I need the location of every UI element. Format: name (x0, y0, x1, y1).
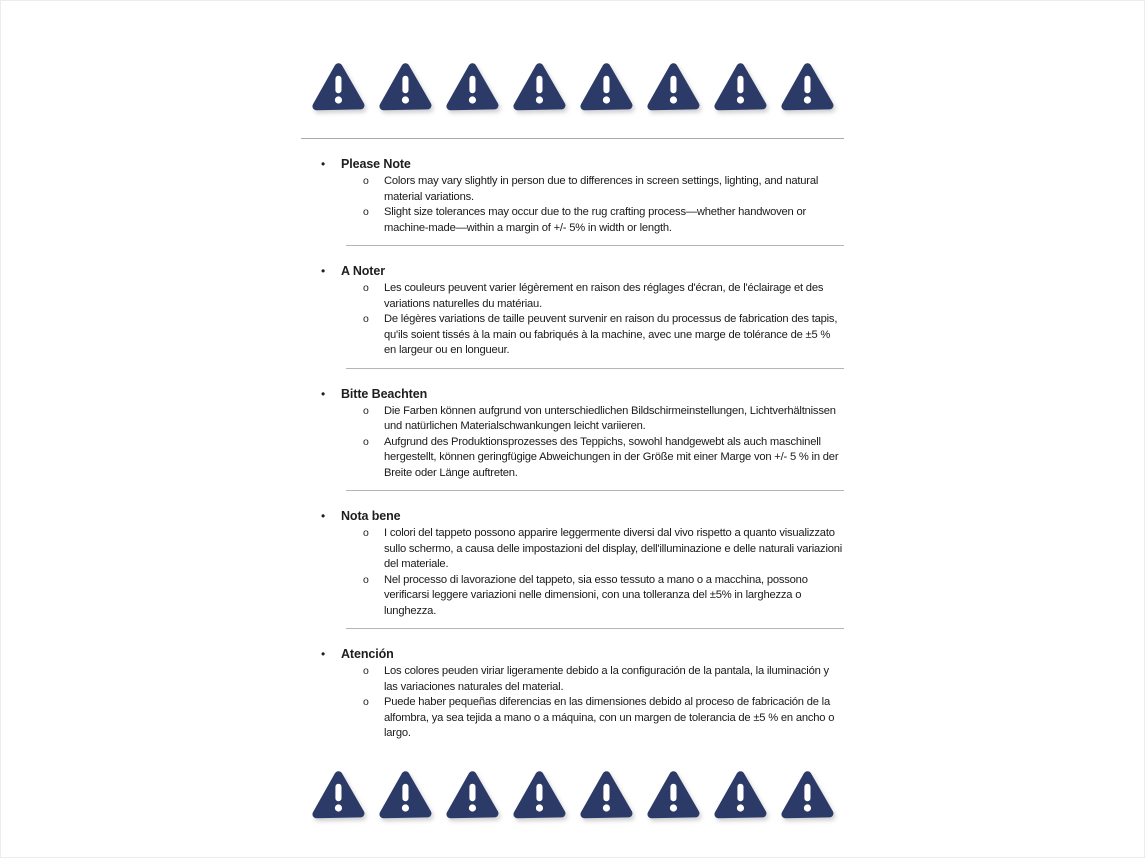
warning-triangle-icon (445, 769, 499, 821)
bullet-dot: • (321, 509, 326, 523)
circle-bullet: o (363, 527, 369, 539)
note-item (301, 526, 844, 573)
warning-triangle-icon (378, 769, 432, 821)
circle-bullet: o (363, 435, 369, 448)
note-section (301, 139, 844, 245)
section-heading-row (301, 263, 844, 279)
bullet-dot: • (321, 264, 326, 278)
note-item (301, 312, 844, 359)
section-heading-row (301, 508, 844, 524)
bullet-dot: • (321, 386, 326, 401)
circle-bullet: o (363, 282, 369, 294)
note-item (301, 573, 844, 620)
warning-triangle-icon (311, 769, 365, 821)
section-heading-row (301, 646, 844, 662)
circle-bullet: o (363, 404, 369, 417)
note-item-text: Die Farben können aufgrund von unterschiedlichen Bildschirmeinstellungen, Lichtverhältnissen und natürlichen Materialschwankungen leicht variieren. (384, 404, 836, 432)
note-item (301, 695, 844, 742)
note-section (301, 369, 844, 491)
warning-triangle-icon (579, 769, 633, 821)
warning-triangle-icon (378, 61, 432, 113)
note-item-text: Nel processo di lavorazione del tappeto, sia esso tessuto a mano o a macchina, possono verificarsi leggere variazioni nelle dimensioni, con una tolleranza del ±5% in larghezza o lunghezza. (384, 573, 808, 617)
note-item-text: Slight size tolerances may occur due to the rug crafting process—whether handwoven or machine-made—within a margin of +/- 5% in width or length. (384, 206, 807, 234)
note-item-text: Los colores peuden viriar ligeramente debido a la configuración de la pantala, la iluminación y las variaciones naturales del material. (384, 665, 829, 693)
warning-triangle-icon (713, 769, 767, 821)
note-item-text: Puede haber pequeñas diferencias en las dimensiones debido al proceso de fabricación de la alfombra, ya sea tejida a mano o a máquina, con un margen de tolerancia de ±5 % en ancho o largo. (384, 696, 835, 739)
circle-bullet: o (363, 313, 369, 325)
circle-bullet: o (363, 696, 369, 708)
note-item-text: Les couleurs peuvent varier légèrement en raison des réglages d'écran, de l'éclairage et des variations naturelles du matériau. (384, 282, 824, 310)
section-heading-row (301, 386, 844, 402)
document-content-column (301, 1, 844, 821)
note-item (301, 205, 844, 236)
warning-triangle-icon (445, 61, 499, 113)
section-heading-row (301, 156, 844, 172)
section-heading: Nota bene (341, 509, 401, 523)
section-heading: Bitte Beachten (341, 386, 428, 401)
section-heading: A Noter (341, 264, 385, 278)
note-item (301, 435, 844, 482)
note-section (301, 629, 844, 751)
note-item (301, 404, 844, 435)
note-section (301, 246, 844, 368)
note-section (301, 491, 844, 628)
warning-triangle-row-top (301, 61, 844, 113)
warning-triangle-icon (646, 61, 700, 113)
warning-triangle-icon (579, 61, 633, 113)
warning-triangle-row-bottom (301, 769, 844, 821)
note-item-text: De légères variations de taille peuvent survenir en raison du processus de fabrication des tapis, qu'ils soient tissés à la main ou fabriqués à la machine, avec une marge de tolérance de ±5 % en largeur ou en longueur. (384, 313, 838, 356)
section-heading: Please Note (341, 157, 411, 171)
note-item (301, 664, 844, 695)
warning-triangle-icon (713, 61, 767, 113)
circle-bullet: o (363, 206, 369, 218)
bullet-dot: • (321, 647, 326, 661)
warning-triangle-icon (780, 61, 834, 113)
note-item-text: I colori del tappeto possono apparire leggermente diversi dal vivo rispetto a quanto visualizzato sullo schermo, a causa delle impostazioni del display, dell'illuminazione e delle naturali variazioni del materiale. (384, 527, 843, 570)
circle-bullet: o (363, 573, 369, 586)
circle-bullet: o (363, 665, 369, 677)
bullet-dot: • (321, 157, 326, 171)
notes-sections (301, 139, 844, 751)
note-item-text: Colors may vary slightly in person due to differences in screen settings, lighting, and natural material variations. (384, 175, 819, 203)
note-item-text: Aufgrund des Produktionsprozesses des Teppichs, sowohl handgewebt als auch maschinell hergestellt, können geringfügige Abweichungen in der Größe mit einer Marge von +/- 5 % in der Breite oder Länge auftreten. (384, 435, 839, 479)
note-item (301, 174, 844, 205)
section-heading: Atención (341, 647, 394, 661)
warning-triangle-icon (512, 769, 566, 821)
circle-bullet: o (363, 175, 369, 187)
note-item (301, 281, 844, 312)
warning-triangle-icon (646, 769, 700, 821)
warning-triangle-icon (311, 61, 365, 113)
warning-triangle-icon (512, 61, 566, 113)
warning-triangle-icon (780, 769, 834, 821)
